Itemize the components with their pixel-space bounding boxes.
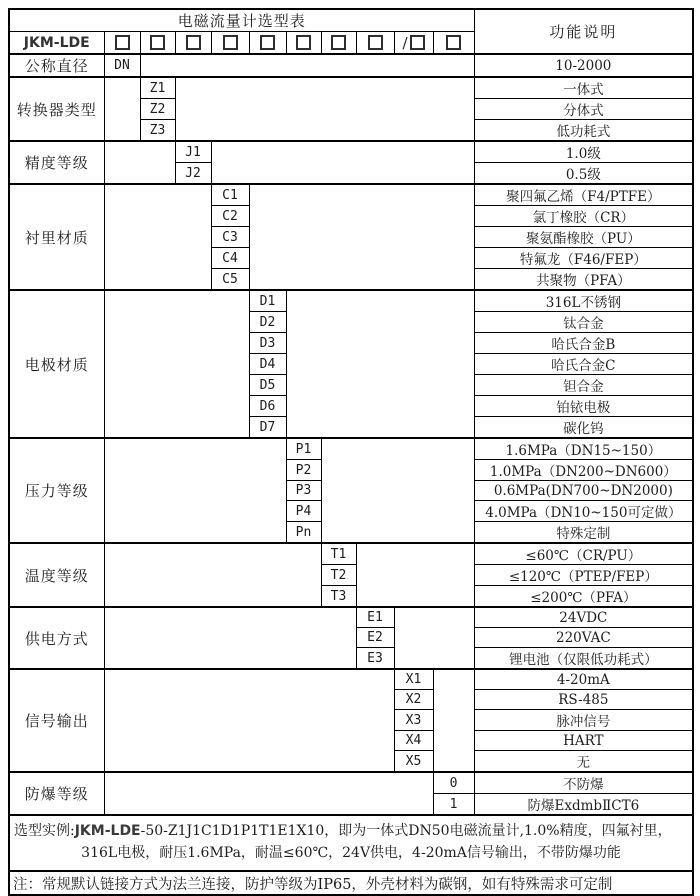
code-cell: D7 (249, 417, 286, 439)
code-cell: X2 (394, 690, 433, 710)
desc-cell: 聚氨酯橡胶（PU） (474, 227, 693, 248)
code-cell: T2 (321, 565, 356, 586)
checkbox-icon (368, 35, 383, 50)
checkbox-icon (150, 35, 165, 50)
desc-cell: 不防爆 (474, 772, 693, 794)
desc-cell: 聚四氟乙烯（F4/PTFE） (474, 184, 693, 206)
example-text (9, 815, 693, 871)
code-cell: X5 (394, 751, 433, 773)
desc-cell: 哈氏合金B (474, 333, 693, 354)
checkbox-icon (186, 35, 201, 50)
code-cell: D1 (249, 290, 286, 312)
filler-cell (104, 290, 249, 438)
code-checkbox-cell (140, 32, 175, 55)
section-label-liner: 衬里材质 (9, 184, 104, 290)
code-cell: P1 (286, 438, 321, 460)
section-label-signal: 信号输出 (9, 669, 104, 772)
desc-cell: 4-20mA (474, 669, 693, 690)
filler-cell (104, 77, 140, 141)
desc-cell: 碳化钨 (474, 417, 693, 439)
filler-cell (140, 54, 474, 77)
section-label-power: 供电方式 (9, 607, 104, 669)
code-cell: T3 (321, 586, 356, 608)
code-cell: DN (104, 54, 140, 77)
code-checkbox-cell (356, 32, 394, 55)
filler-cell (394, 607, 474, 669)
desc-cell: 24VDC (474, 607, 693, 628)
desc-cell: 防爆ExdmbⅡCT6 (474, 794, 693, 816)
code-cell: J1 (175, 141, 211, 163)
example-line2: 316L电极，耐压1.6MPa，耐温≤60℃，24V供电，4-20mA信号输出，不带防爆功能 (81, 845, 621, 861)
code-checkbox-cell (286, 32, 321, 55)
desc-cell: HART (474, 731, 693, 751)
code-cell: J2 (175, 163, 211, 185)
desc-cell: 钛合金 (474, 312, 693, 333)
section-label-electrode: 电极材质 (9, 290, 104, 438)
section-label-accuracy: 精度等级 (9, 141, 104, 184)
code-cell: P2 (286, 460, 321, 481)
desc-cell: 316L不锈钢 (474, 290, 693, 312)
code-cell: P3 (286, 481, 321, 501)
desc-cell: 脉冲信号 (474, 710, 693, 731)
filler-cell (175, 77, 474, 141)
desc-cell: ≤120℃（PTEP/FEP） (474, 565, 693, 586)
desc-cell: 10-2000 (474, 54, 693, 77)
code-cell: C2 (211, 206, 249, 227)
code-cell: X1 (394, 669, 433, 690)
code-cell: Z3 (140, 120, 175, 142)
code-cell: 0 (433, 772, 474, 794)
checkbox-icon (446, 35, 461, 50)
section-label-pressure: 压力等级 (9, 438, 104, 543)
filler-cell (433, 669, 474, 772)
code-cell: Pn (286, 522, 321, 544)
desc-cell: 哈氏合金C (474, 354, 693, 375)
desc-cell: 1.6MPa（DN15~150） (474, 438, 693, 460)
slash-separator: / (402, 33, 408, 52)
checkbox-icon (331, 35, 346, 50)
code-cell: C1 (211, 184, 249, 206)
checkbox-icon (260, 35, 275, 50)
code-checkbox-cell (211, 32, 249, 55)
code-cell: D4 (249, 354, 286, 375)
checkbox-icon (223, 35, 238, 50)
desc-cell: 钽合金 (474, 375, 693, 396)
filler-cell (104, 669, 394, 772)
code-checkbox-cell (321, 32, 356, 55)
desc-cell: 分体式 (474, 99, 693, 120)
desc-cell: 220VAC (474, 628, 693, 648)
filler-cell (356, 543, 474, 607)
function-col-header: 功能说明 (474, 9, 693, 54)
desc-cell: 锂电池（仅限低功耗式） (474, 648, 693, 670)
section-label-explosion: 防爆等级 (9, 772, 104, 815)
example-line1-rest: -50-Z1J1C1D1P1T1E1X10，即为一体式DN50电磁流量计,1.0%精度，四氟衬里， (140, 823, 672, 840)
checkbox-icon (410, 35, 425, 50)
checkbox-icon (115, 35, 130, 50)
desc-cell: 1.0MPa（DN200~DN600） (474, 460, 693, 481)
filler-cell (104, 141, 175, 184)
code-cell: 1 (433, 794, 474, 816)
code-cell: D6 (249, 396, 286, 417)
desc-cell: 铂铱电极 (474, 396, 693, 417)
filler-cell (286, 290, 474, 438)
example-line1 (12, 821, 690, 843)
code-checkbox-cell (249, 32, 286, 55)
desc-cell: 4.0MPa（DN10~150可定做） (474, 501, 693, 522)
note-text: 注：常规默认链接方式为法兰连接，防护等级为IP65，外壳材料为碳钢，如有特殊需求可定制 (9, 871, 693, 895)
example-model: JKM-LDE (74, 823, 141, 840)
code-cell: E3 (356, 648, 394, 670)
code-cell: P4 (286, 501, 321, 522)
desc-cell: 低功耗式 (474, 120, 693, 142)
filler-cell (104, 184, 211, 290)
code-cell: X4 (394, 731, 433, 751)
desc-cell: ≤200℃（PFA） (474, 586, 693, 608)
checkbox-icon (296, 35, 311, 50)
code-cell: C4 (211, 248, 249, 269)
desc-cell: RS-485 (474, 690, 693, 710)
section-label-temperature: 温度等级 (9, 543, 104, 607)
section-label-converter: 转换器类型 (9, 77, 104, 141)
code-cell: C5 (211, 269, 249, 291)
code-cell: T1 (321, 543, 356, 565)
example-label: 选型实例: (14, 823, 75, 840)
desc-cell: 氯丁橡胶（CR） (474, 206, 693, 227)
code-cell: C3 (211, 227, 249, 248)
desc-cell: 无 (474, 751, 693, 773)
desc-cell: 0.6MPa(DN700~DN2000) (474, 481, 693, 501)
code-cell: Z2 (140, 99, 175, 120)
selection-table (8, 8, 694, 896)
filler-cell (321, 438, 474, 543)
code-cell: D5 (249, 375, 286, 396)
filler-cell (211, 141, 474, 184)
desc-cell: 1.0级 (474, 141, 693, 163)
code-checkbox-cell (394, 32, 433, 55)
desc-cell: 共聚物（PFA） (474, 269, 693, 291)
model-name: JKM-LDE (9, 32, 104, 55)
desc-cell: 0.5级 (474, 163, 693, 185)
filler-cell (104, 772, 433, 815)
code-cell: X3 (394, 710, 433, 731)
desc-cell: 一体式 (474, 77, 693, 99)
code-checkbox-cell (175, 32, 211, 55)
selection-table-sheet (8, 8, 694, 896)
code-cell: Z1 (140, 77, 175, 99)
desc-cell: ≤60℃（CR/PU） (474, 543, 693, 565)
page-title: 电磁流量计选型表 (9, 9, 474, 32)
code-checkbox-cell (104, 32, 140, 55)
filler-cell (104, 543, 321, 607)
section-label-diameter: 公称直径 (9, 54, 104, 77)
code-cell: D2 (249, 312, 286, 333)
desc-cell: 特殊定制 (474, 522, 693, 544)
filler-cell (104, 607, 356, 669)
code-cell: E2 (356, 628, 394, 648)
code-cell: D3 (249, 333, 286, 354)
desc-cell: 特氟龙（F46/FEP） (474, 248, 693, 269)
code-cell: E1 (356, 607, 394, 628)
code-checkbox-cell (433, 32, 474, 55)
filler-cell (104, 438, 286, 543)
filler-cell (249, 184, 474, 290)
